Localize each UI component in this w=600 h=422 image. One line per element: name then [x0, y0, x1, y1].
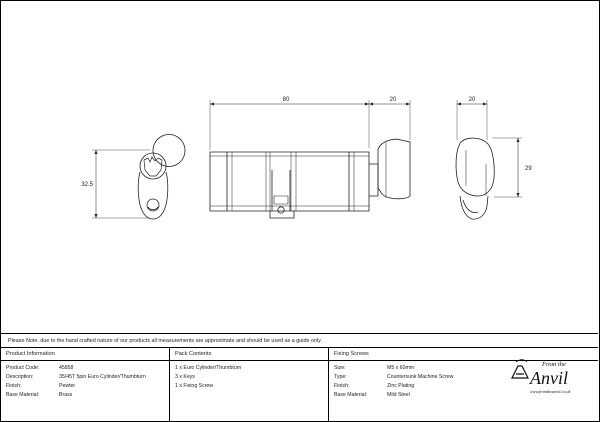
- list-item: 1 x Fixing Screw: [175, 383, 214, 389]
- list-item: 3 x Keys: [175, 374, 195, 380]
- end-view: [456, 100, 522, 219]
- svg-text:From the: From the: [542, 361, 566, 368]
- front-view: [92, 134, 185, 219]
- table-row: Base Material: Brass: [6, 392, 73, 398]
- table-row: Size: M5 x 60mm: [334, 365, 415, 371]
- table-row: Description: 35/45T 5pin Euro Cylinder/Thumbturn: [6, 374, 146, 380]
- dim-side-height: 29: [525, 166, 532, 172]
- from-the-anvil-logo: [508, 356, 588, 406]
- table-row: Finish: Pewter: [6, 383, 76, 389]
- dim-length-turn: 20: [389, 97, 397, 103]
- product-information-panel: [1, 348, 170, 422]
- product-information-heading: Product Information: [1, 348, 169, 361]
- pack-contents-panel: [170, 348, 329, 422]
- svg-text:Anvil: Anvil: [530, 368, 568, 388]
- dim-side-width: 20: [468, 97, 476, 103]
- side-view: [210, 100, 410, 218]
- pack-contents-heading: Pack Contents: [170, 348, 328, 361]
- fixing-screws-heading: Fixing Screws: [329, 348, 598, 361]
- table-row: Base Material: Mild Steel: [334, 392, 410, 398]
- svg-text:www.fromtheanvil.co.uk: www.fromtheanvil.co.uk: [530, 389, 571, 394]
- list-item: 1 x Euro Cylinder/Thumbturn: [175, 365, 242, 371]
- dim-length-body: 80: [282, 97, 290, 103]
- table-row: Product Code: 45858: [6, 365, 74, 371]
- table-row: Type: Countersunk Machine Screw: [334, 374, 454, 380]
- table-row: Finish: Zinc Plating: [334, 383, 415, 389]
- dim-height-keyhole: 32.5: [81, 182, 93, 188]
- disclaimer-note: Please Note, due to the hand crafted nature of our products all measurements are approximate and should be used as a guide only.: [1, 333, 598, 347]
